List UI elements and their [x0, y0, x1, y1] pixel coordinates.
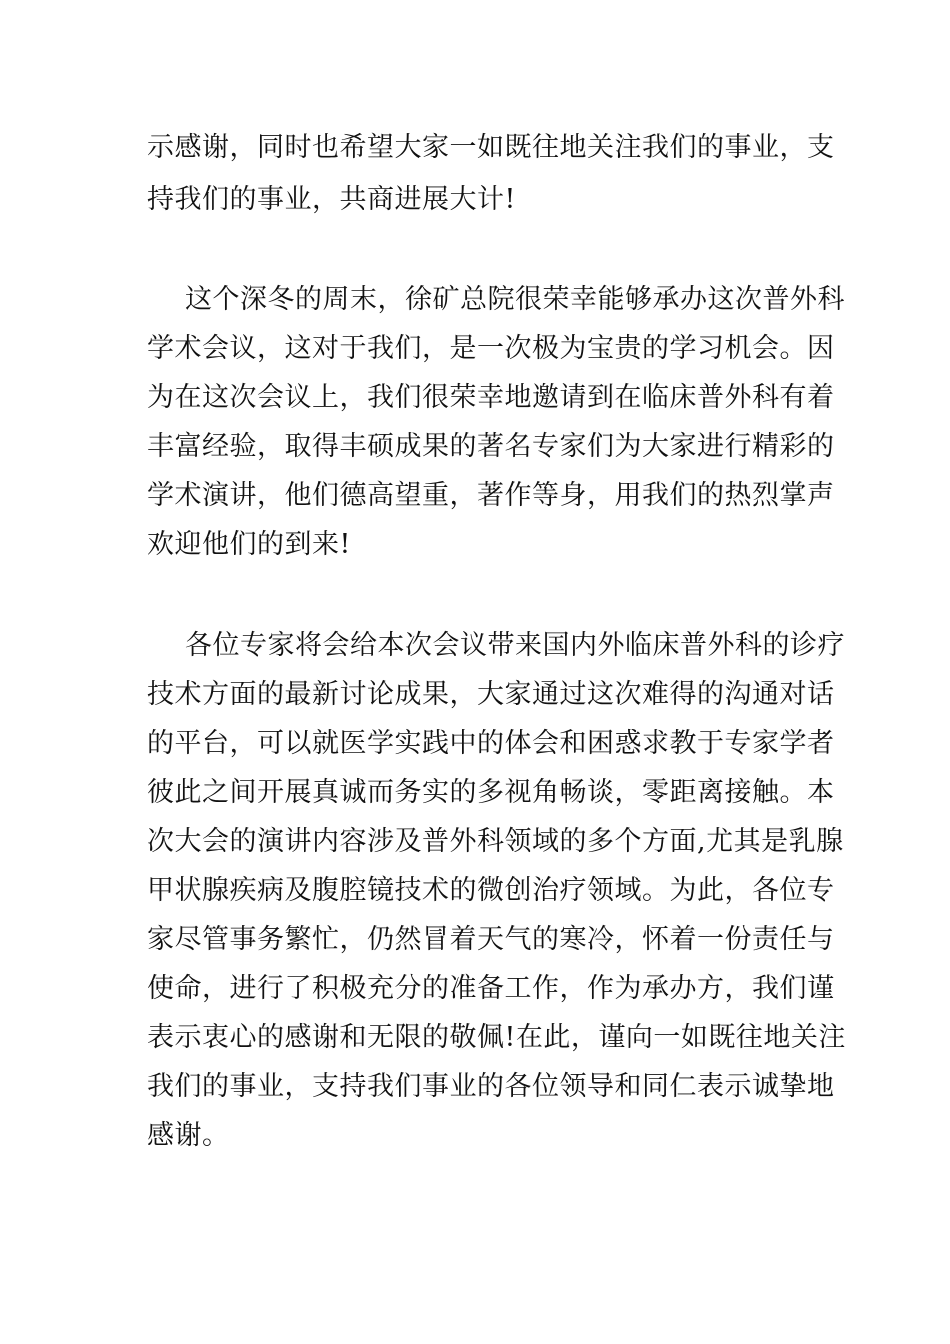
text-line: 各位专家将会给本次会议带来国内外临床普外科的诊疗: [185, 630, 845, 661]
text-line: 持我们的事业，共商进展大计!: [147, 184, 516, 215]
text-line: 学术会议，这对于我们，是一次极为宝贵的学习机会。因: [147, 333, 835, 364]
text-line: 家尽管事务繁忙，仍然冒着天气的寒冷，怀着一份责任与: [147, 924, 835, 955]
text-line: 感谢。: [147, 1120, 230, 1151]
text-line: 技术方面的最新讨论成果，大家通过这次难得的沟通对话: [147, 679, 835, 710]
text-line: 这个深冬的周末，徐矿总院很荣幸能够承办这次普外科: [185, 284, 845, 315]
text-line: 使命，进行了积极充分的准备工作，作为承办方，我们谨: [147, 973, 835, 1004]
text-line: 学术演讲，他们德高望重，著作等身，用我们的热烈掌声: [147, 480, 835, 511]
text-line: 欢迎他们的到来!: [147, 529, 351, 560]
text-line: 甲状腺疾病及腹腔镜技术的微创治疗领域。为此，各位专: [147, 875, 835, 906]
text-line: 我们的事业，支持我们事业的各位领导和同仁表示诚挚地: [147, 1071, 835, 1102]
text-line: 的平台，可以就医学实践中的体会和困惑求教于专家学者: [147, 728, 835, 759]
text-line: 丰富经验，取得丰硕成果的著名专家们为大家进行精彩的: [147, 431, 835, 462]
text-line: 为在这次会议上，我们很荣幸地邀请到在临床普外科有着: [147, 382, 835, 413]
text-line: 表示衷心的感谢和无限的敬佩!在此，谨向一如既往地关注: [147, 1022, 846, 1053]
text-line: 次大会的演讲内容涉及普外科领域的多个方面,尤其是乳腺: [147, 826, 844, 857]
text-line: 示感谢，同时也希望大家一如既往地关注我们的事业，支: [147, 132, 835, 163]
text-line: 彼此之间开展真诚而务实的多视角畅谈，零距离接触。本: [147, 777, 835, 808]
